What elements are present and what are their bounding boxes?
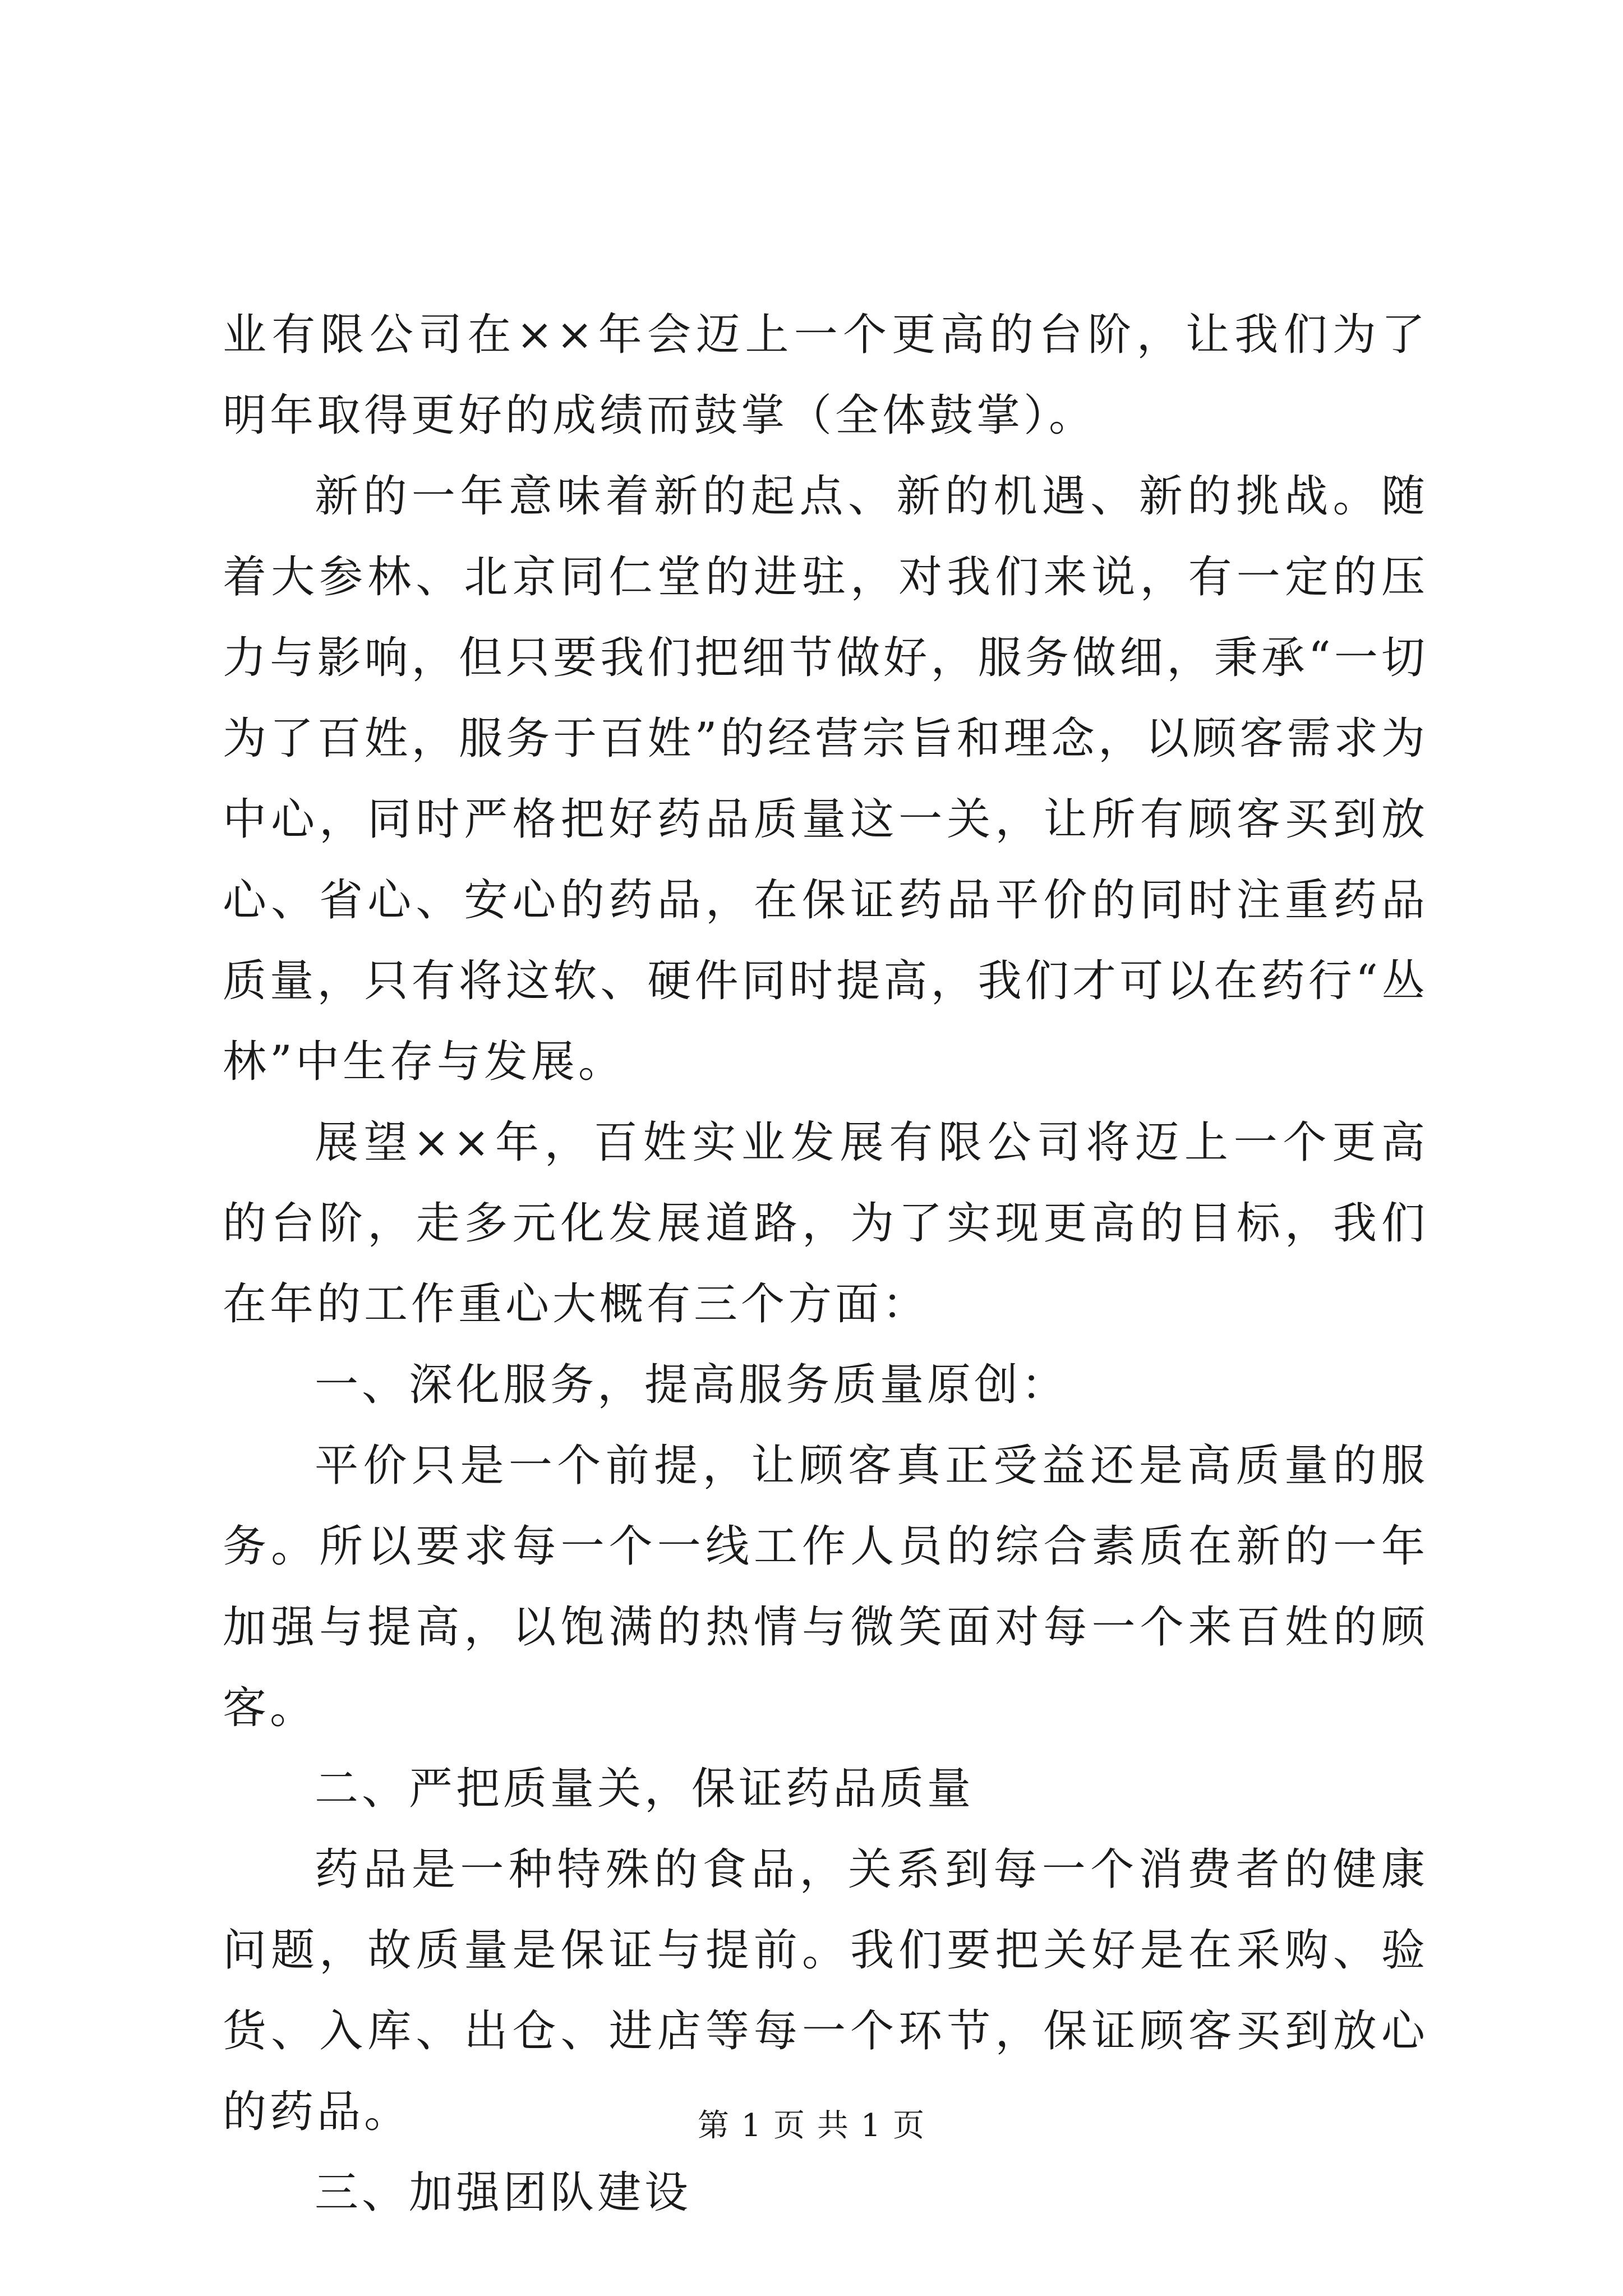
section-heading-1: 一、深化服务，提高服务质量原创：: [315, 1360, 1069, 1410]
page-footer: 第 1 页 共 1 页: [697, 2108, 926, 2144]
paragraph-5: 药品是一种特殊的食品，关系到每一个消费者的健康问题，故质量是保证与提前。我们要把关好是在采购、验货、入库、出仓、进店等每一个环节，保证顾客买到放心的药品。: [223, 1844, 1428, 2137]
paragraph-1: 业有限公司在××年会迈上一个更高的台阶，让我们为了明年取得更好的成绩而鼓掌（全体鼓掌）。: [223, 310, 1428, 441]
paragraph-3: 展望××年，百姓实业发展有限公司将迈上一个更高的台阶，走多元化发展道路，为了实现更高的目标，我们在年的工作重心大概有三个方面：: [223, 1117, 1428, 1329]
paragraph-4: 平价只是一个前提，让顾客真正受益还是高质量的服务。所以要求每一个一线工作人员的综合素质在新的一年加强与提高，以饱满的热情与微笑面对每一个来百姓的顾客。: [223, 1441, 1428, 1733]
paragraph-2: 新的一年意味着新的起点、新的机遇、新的挑战。随着大参林、北京同仁堂的进驻，对我们来说，有一定的压力与影响，但只要我们把细节做好，服务做细，秉承“一切为了百姓，服务于百姓”的经营宗旨和理念，以顾客需求为中心，同时严格把好药品质量这一关，让所有顾客买到放心、省心、安心的药品，在保证药品平价的同时注重药品质量，只有将这软、硬件同时提高，我们才可以在药行“丛林”中生存与发展。: [223, 471, 1428, 1087]
section-heading-3: 三、加强团队建设: [315, 2168, 692, 2218]
document-body: [223, 295, 1428, 2233]
section-heading-2: 二、严把质量关，保证药品质量: [315, 1764, 975, 1814]
